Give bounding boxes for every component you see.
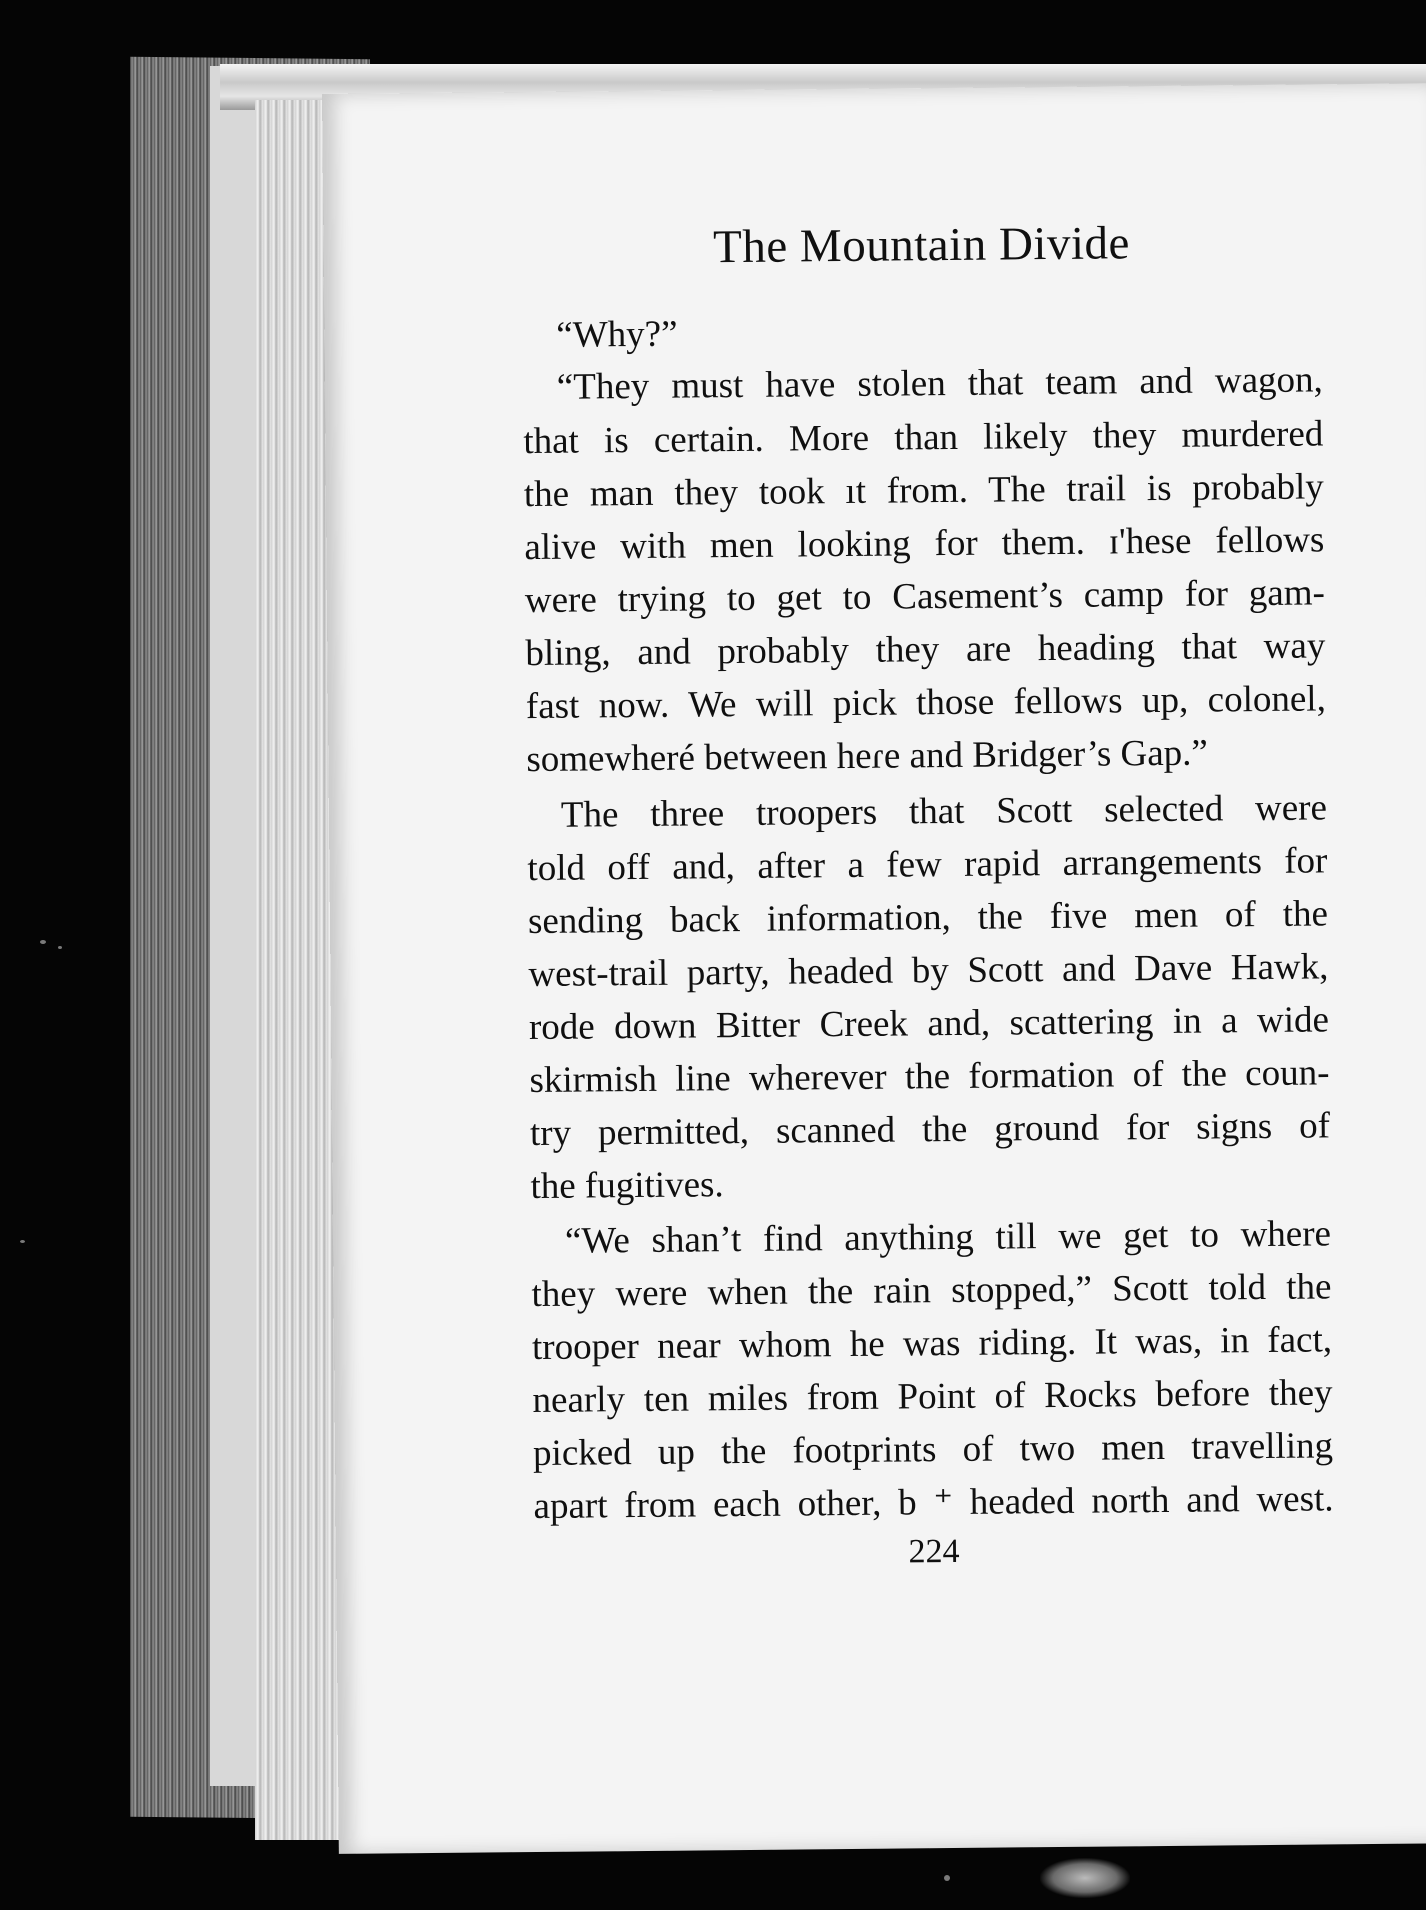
dust-speck: [944, 1875, 950, 1881]
dust-speck: [40, 940, 46, 944]
text-line: rode down Bitter Creek and, scattering in a wide: [528, 999, 1330, 1049]
text-line: they were when the rain stopped,” Scott told the: [531, 1266, 1332, 1316]
text-line: apart from each other, b ⁺ headed north and west.: [533, 1478, 1334, 1528]
page-number: 224: [908, 1532, 960, 1571]
book-page: [322, 83, 1426, 1854]
text-line: try permitted, scanned the ground for signs of: [529, 1105, 1331, 1155]
text-line: bling, and probably they are heading that way: [525, 625, 1326, 675]
page-corner-debris: [1040, 1858, 1130, 1898]
text-line: “We shan’t find anything till we get to where: [564, 1213, 1332, 1262]
text-line: were trying to get to Casement’s camp for gam-: [524, 572, 1326, 622]
text-line: west-trail party, headed by Scott and Dave Hawk,: [528, 946, 1329, 996]
text-line: fast now. We will pick those fellows up, colonel,: [525, 678, 1327, 728]
text-line: alive with men looking for them. ɪ'hese fellows: [524, 519, 1325, 569]
text-line: trooper near whom he was riding. It was, in fact,: [531, 1319, 1333, 1369]
dust-speck: [20, 1240, 25, 1243]
text-line: the man they took ıt from. The trail is probably: [523, 466, 1325, 516]
text-line: sending back information, the five men of the: [527, 893, 1329, 943]
text-line: picked up the footprints of two men travelling: [532, 1425, 1334, 1475]
text-line: nearly ten miles from Point of Rocks before they: [532, 1372, 1333, 1422]
running-head: The Mountain Divide: [712, 217, 1131, 274]
text-line: “Why?”: [556, 313, 678, 356]
text-line: somewheré between heɾe and Bridger’s Gap.”: [526, 732, 1209, 781]
text-line: “They must have stolen that team and wagon,: [556, 359, 1323, 408]
text-line: The three troopers that Scott selected were: [560, 787, 1328, 836]
text-line: that is certain. More than likely they murdered: [523, 413, 1324, 463]
text-line: the fugitives.: [530, 1164, 724, 1208]
text-line: skirmish line wherever the formation of the coun-: [529, 1052, 1330, 1102]
text-line: told off and, after a few rapid arrangements for: [527, 840, 1328, 890]
dust-speck: [58, 946, 62, 949]
